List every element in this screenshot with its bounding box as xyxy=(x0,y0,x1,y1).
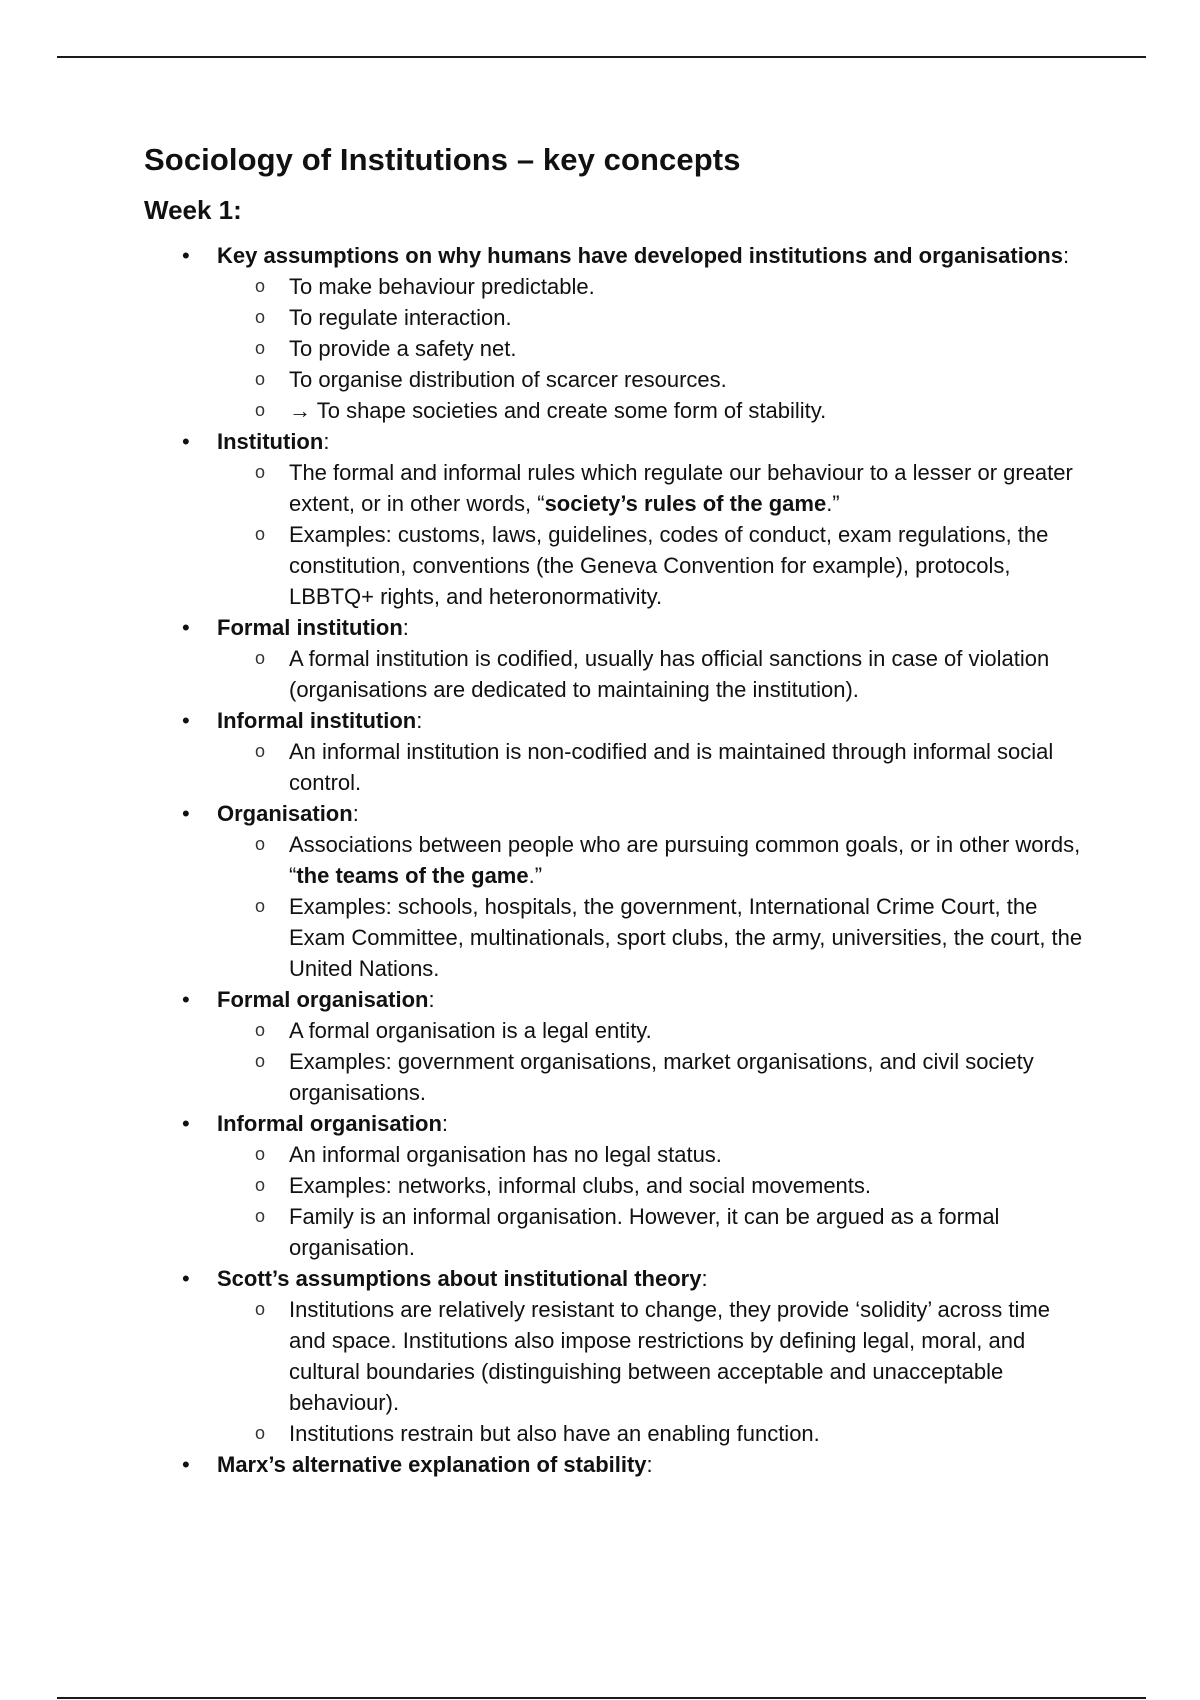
sub-item-text: Family is an informal organisation. However, it can be argued as a formal organisation. xyxy=(289,1204,1000,1260)
sub-list xyxy=(217,1015,1084,1108)
sub-item xyxy=(217,333,1084,364)
sub-item xyxy=(217,1201,1084,1263)
term-colon: : xyxy=(416,708,423,733)
sub-item-text: Examples: schools, hospitals, the government, International Crime Court, the Exam Committee, multinationals, sport clubs, the army, universities, the court, the United Nations. xyxy=(289,894,1083,981)
list-item xyxy=(144,612,1084,705)
term-colon: : xyxy=(646,1452,653,1477)
sub-item-text: Institutions are relatively resistant to change, they provide ‘solidity’ across time and space. Institutions also impose restrictions by defining legal, moral, and cultural boundaries (distinguishing between acceptable and unacceptable behaviour). xyxy=(289,1297,1050,1415)
sub-item xyxy=(217,1139,1084,1170)
sub-list xyxy=(217,1294,1084,1449)
sub-list xyxy=(217,457,1084,612)
list-item xyxy=(144,705,1084,798)
bullet-icon: • xyxy=(182,987,190,1012)
bullet-icon: • xyxy=(182,429,190,454)
sub-item-text: .” xyxy=(528,863,543,888)
sub-item-text: .” xyxy=(826,491,840,516)
term-colon: : xyxy=(441,1111,449,1136)
sub-item xyxy=(217,1418,1084,1449)
concept-term: Scott’s assumptions about institutional theory xyxy=(217,1266,702,1291)
sub-item xyxy=(217,457,1084,519)
sub-item xyxy=(217,1294,1084,1418)
circle-bullet-icon: o xyxy=(255,834,266,854)
bullet-icon: • xyxy=(182,1111,190,1136)
circle-bullet-icon: o xyxy=(255,896,266,916)
sub-item-text: Examples: customs, laws, guidelines, codes of conduct, exam regulations, the constitution, conventions (the Geneva Convention for example), protocols, LBBTQ+ rights, and heteronormativity. xyxy=(289,522,1049,609)
sub-item-text: Examples: government organisations, market organisations, and civil society organisations. xyxy=(289,1049,1034,1105)
term-colon: : xyxy=(352,801,359,826)
concept-term: Key assumptions on why humans have developed institutions and organisations xyxy=(217,243,1063,268)
circle-bullet-icon: o xyxy=(255,400,266,420)
circle-bullet-icon: o xyxy=(255,524,266,544)
list-item xyxy=(144,1108,1084,1263)
sub-item-text: A formal organisation is a legal entity. xyxy=(289,1018,652,1043)
sub-item xyxy=(217,395,1084,426)
circle-bullet-icon: o xyxy=(255,462,266,482)
circle-bullet-icon: o xyxy=(255,1175,266,1195)
circle-bullet-icon: o xyxy=(255,1020,266,1040)
sub-item-text: An informal organisation has no legal status. xyxy=(289,1142,722,1167)
sub-item xyxy=(217,364,1084,395)
sub-item xyxy=(217,1046,1084,1108)
list-item xyxy=(144,798,1084,984)
sub-item-text: An informal institution is non-codified and is maintained through informal social control. xyxy=(289,739,1054,795)
sub-item-text: Examples: networks, informal clubs, and social movements. xyxy=(289,1173,872,1198)
sub-list xyxy=(217,271,1084,426)
list-item xyxy=(144,426,1084,612)
circle-bullet-icon: o xyxy=(255,1299,266,1319)
sub-item xyxy=(217,891,1084,984)
term-colon: : xyxy=(701,1266,708,1291)
list-item xyxy=(144,1449,1084,1480)
concept-term: Organisation xyxy=(217,801,353,826)
concept-term: Marx’s alternative explanation of stability xyxy=(217,1452,647,1477)
circle-bullet-icon: o xyxy=(255,1144,266,1164)
page-title: Sociology of Institutions – key concepts xyxy=(144,142,741,177)
circle-bullet-icon: o xyxy=(255,338,266,358)
circle-bullet-icon: o xyxy=(255,1423,266,1443)
sub-item-text: The formal and informal rules which regulate our behaviour to a lesser or greater extent, or in other words, “ xyxy=(289,460,1073,516)
bullet-icon: • xyxy=(182,1452,190,1477)
concept-term: Formal organisation xyxy=(217,987,429,1012)
document-body xyxy=(144,138,1084,1480)
concept-term: Informal organisation xyxy=(217,1111,442,1136)
sub-list xyxy=(217,1139,1084,1263)
term-colon: : xyxy=(402,615,409,640)
list-item xyxy=(144,240,1084,426)
circle-bullet-icon: o xyxy=(255,276,266,296)
concept-term: Informal institution xyxy=(217,708,417,733)
sub-item xyxy=(217,302,1084,333)
bullet-icon: • xyxy=(182,243,190,268)
sub-item-text: To regulate interaction. xyxy=(289,305,512,330)
circle-bullet-icon: o xyxy=(255,741,266,761)
sub-item-text: To organise distribution of scarcer resources. xyxy=(289,367,727,392)
concept-list xyxy=(144,240,1084,1480)
sub-item xyxy=(217,1015,1084,1046)
sub-item xyxy=(217,519,1084,612)
sub-item xyxy=(217,643,1084,705)
concept-term: Formal institution xyxy=(217,615,403,640)
week-heading: Week 1: xyxy=(144,195,242,225)
sub-item-text: A formal institution is codified, usually has official sanctions in case of violation (organisations are dedicated to maintaining the institution). xyxy=(289,646,1050,702)
term-colon: : xyxy=(1062,243,1070,268)
concept-term: Institution xyxy=(217,429,324,454)
sub-item-text: Associations between people who are pursuing common goals, or in other words, “ xyxy=(289,832,1081,888)
circle-bullet-icon: o xyxy=(255,369,266,389)
list-item xyxy=(144,984,1084,1108)
sub-item xyxy=(217,1170,1084,1201)
bottom-rule xyxy=(57,1697,1146,1699)
sub-item-text: → To shape societies and create some form of stability. xyxy=(289,398,827,423)
emphasis-text: the teams of the game xyxy=(296,863,529,888)
circle-bullet-icon: o xyxy=(255,307,266,327)
list-item xyxy=(144,1263,1084,1449)
bullet-icon: • xyxy=(182,801,190,826)
top-rule xyxy=(57,56,1146,58)
sub-item xyxy=(217,271,1084,302)
bullet-icon: • xyxy=(182,1266,190,1291)
circle-bullet-icon: o xyxy=(255,1206,266,1226)
circle-bullet-icon: o xyxy=(255,648,266,668)
sub-item-text: To make behaviour predictable. xyxy=(289,274,595,299)
term-colon: : xyxy=(323,429,330,454)
sub-list xyxy=(217,829,1084,984)
sub-list xyxy=(217,643,1084,705)
sub-item-text: Institutions restrain but also have an enabling function. xyxy=(289,1421,820,1446)
sub-item-text: To provide a safety net. xyxy=(289,336,517,361)
sub-list xyxy=(217,736,1084,798)
sub-item xyxy=(217,736,1084,798)
emphasis-text: society’s rules of the game xyxy=(544,491,827,516)
sub-item xyxy=(217,829,1084,891)
bullet-icon: • xyxy=(182,708,190,733)
circle-bullet-icon: o xyxy=(255,1051,266,1071)
bullet-icon: • xyxy=(182,615,190,640)
term-colon: : xyxy=(428,987,435,1012)
